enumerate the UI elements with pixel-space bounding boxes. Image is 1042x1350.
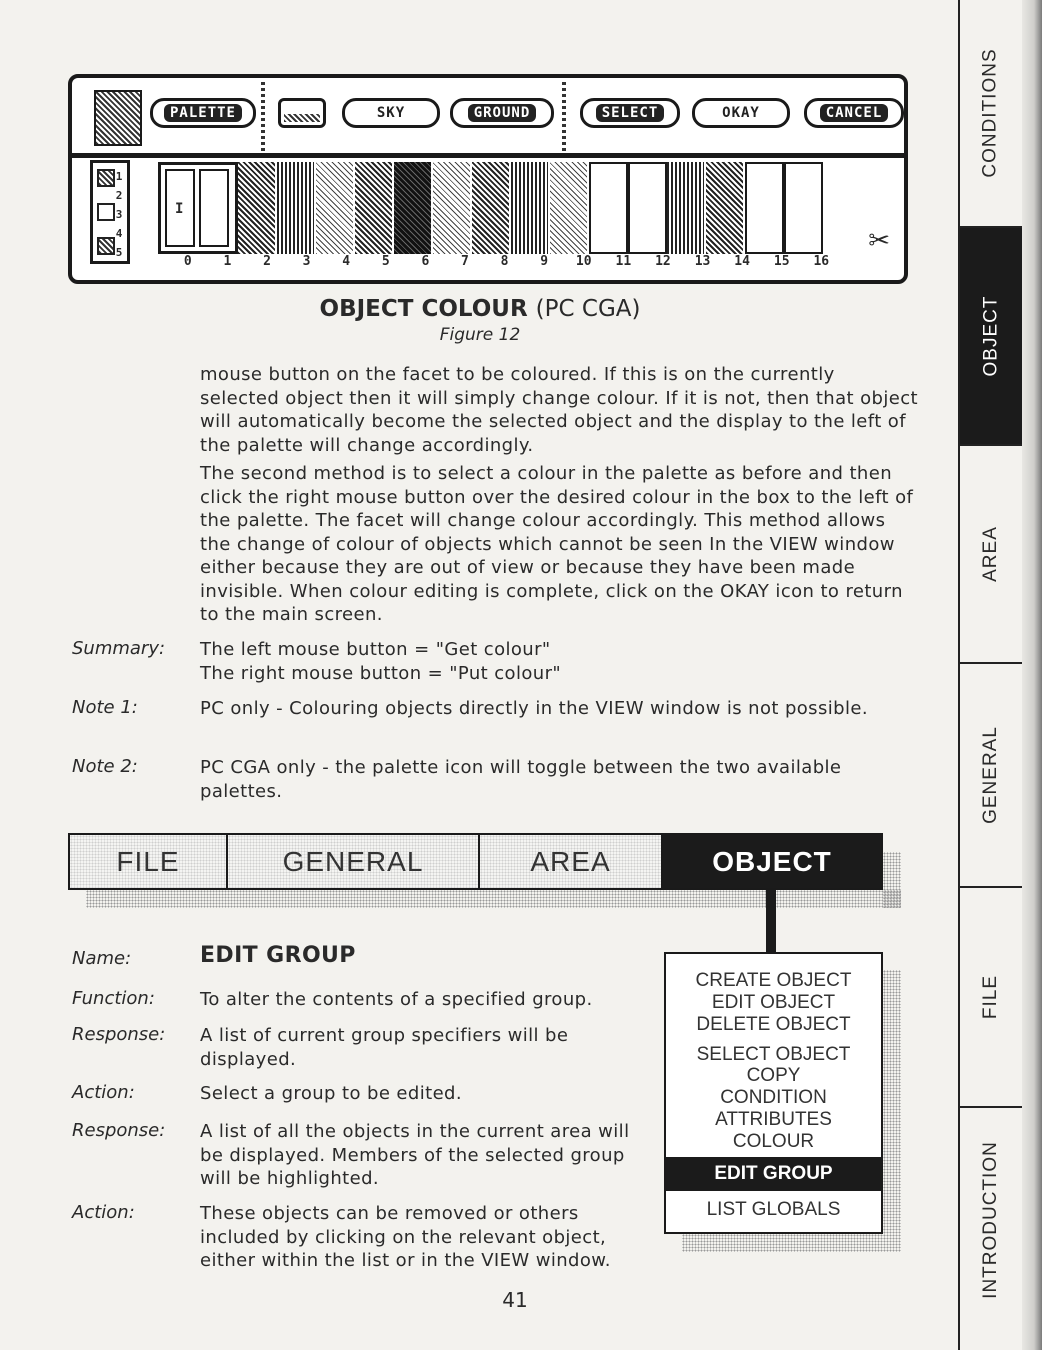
summary-line: The left mouse button = "Get colour" <box>200 639 551 660</box>
current-colour-swatch <box>94 90 142 146</box>
response-text: A list of all the objects in the current area will be displayed. Members of the selected group will be highlighted. <box>200 1121 630 1189</box>
dropdown-shadow <box>883 970 901 1252</box>
colour-number: 5 <box>381 254 390 269</box>
selected-colour-box[interactable] <box>158 162 238 254</box>
select-button[interactable] <box>580 98 680 128</box>
colour-cell-1[interactable] <box>199 169 229 247</box>
facet-number: 3 <box>115 208 123 221</box>
sky-button-label: SKY <box>376 105 406 121</box>
menu-item-attributes[interactable]: ATTRIBUTES <box>715 1109 832 1130</box>
scissors-icon[interactable]: ✂ <box>868 226 890 256</box>
menu-item-create-object[interactable]: CREATE OBJECT <box>695 970 852 991</box>
palette-colour[interactable] <box>667 162 706 254</box>
note-label: Note 2: <box>72 756 138 777</box>
figure-title-sub: (PC CGA) <box>535 296 641 322</box>
index-tab-label: AREA <box>980 526 1001 582</box>
palette-colour[interactable] <box>316 162 355 254</box>
figure-title-main: OBJECT COLOUR <box>319 296 528 322</box>
response-label: Response: <box>72 1120 166 1141</box>
colour-number: 9 <box>540 254 549 269</box>
dropdown-shadow <box>682 1234 901 1252</box>
action-label: Action: <box>72 1082 135 1103</box>
index-tab-label: OBJECT <box>980 295 1002 377</box>
colour-palette <box>238 162 823 254</box>
palette-screenshot <box>68 74 908 284</box>
colour-numbers <box>168 254 848 272</box>
palette-colour[interactable] <box>784 162 823 254</box>
colour-number: 15 <box>773 254 790 269</box>
colour-number: 11 <box>615 254 632 269</box>
entry-name: EDIT GROUP <box>200 943 356 968</box>
summary-label: Summary: <box>72 638 166 659</box>
index-tab-area[interactable] <box>960 444 1022 662</box>
palette-colour[interactable] <box>394 162 433 254</box>
colour-number: 14 <box>734 254 750 269</box>
facet-number: 2 <box>115 189 123 202</box>
menu-area[interactable]: AREA <box>480 835 663 888</box>
note-text: PC only - Colouring objects directly in the VIEW window is not possible. <box>200 698 868 719</box>
colour-number: 16 <box>813 254 830 269</box>
summary-text <box>200 638 918 685</box>
response-label: Response: <box>72 1024 166 1045</box>
index-tab-label: FILE <box>980 974 1001 1020</box>
tray-icon[interactable] <box>278 98 326 128</box>
menu-item-edit-group[interactable]: EDIT GROUP <box>666 1157 881 1191</box>
palette-colour[interactable] <box>589 162 628 254</box>
palette-colour[interactable] <box>550 162 589 254</box>
text-cursor-icon: I <box>175 201 184 217</box>
function-label: Function: <box>72 988 155 1009</box>
palette-colour[interactable] <box>745 162 784 254</box>
palette-colour[interactable] <box>277 162 316 254</box>
cancel-button-label: CANCEL <box>820 104 889 122</box>
colour-number: 6 <box>421 254 430 269</box>
palette-colour[interactable] <box>355 162 394 254</box>
okay-button-label: OKAY <box>722 105 760 121</box>
ground-button-label: GROUND <box>468 104 537 122</box>
menu-item-copy[interactable]: COPY <box>746 1065 801 1086</box>
ground-button[interactable] <box>450 98 554 128</box>
facet-colour-box[interactable] <box>90 160 130 264</box>
palette-colour[interactable] <box>511 162 550 254</box>
facet-number: 1 <box>115 170 123 183</box>
menu-file[interactable]: FILE <box>70 835 228 888</box>
colour-number: 7 <box>461 254 469 269</box>
summary-line: The right mouse button = "Put colour" <box>200 662 562 684</box>
index-tab-conditions[interactable] <box>960 0 1022 226</box>
menu-item-select-object[interactable]: SELECT OBJECT <box>696 1044 851 1065</box>
palette-colour[interactable] <box>433 162 472 254</box>
palette-button[interactable] <box>150 98 256 128</box>
note-label: Note 1: <box>72 697 138 718</box>
palette-colour[interactable] <box>472 162 511 254</box>
colour-number: 10 <box>575 254 592 269</box>
index-tab-label: CONDITIONS <box>980 48 1001 178</box>
menu-general[interactable]: GENERAL <box>228 835 480 888</box>
colour-number: 12 <box>655 254 671 269</box>
colour-number: 0 <box>183 254 192 269</box>
action-text: Select a group to be edited. <box>200 1083 462 1104</box>
paragraph: The second method is to select a colour in the palette as before and then click the right mouse button over the desired colour in the box to the left of the palette. The facet will change colour accordingly. This method allows the change of colour of objects which cannot be seen In the VIEW window either because they are out of view or because they have been made invisible. When colour editing is complete, click on the OKAY icon to return to the main screen. <box>200 463 914 625</box>
note-text: PC CGA only - the palette icon will toggle between the two available palettes. <box>200 757 842 802</box>
facet-numbers <box>113 167 125 262</box>
divider <box>72 153 904 158</box>
menu-item-list-globals[interactable]: LIST GLOBALS <box>706 1199 841 1220</box>
menu-item-delete-object[interactable]: DELETE OBJECT <box>696 1014 851 1035</box>
menu-item-colour[interactable]: COLOUR <box>732 1131 815 1152</box>
object-dropdown-menu <box>664 952 883 1234</box>
cancel-button[interactable] <box>804 98 904 128</box>
colour-number: 13 <box>694 254 711 269</box>
paragraph: mouse button on the facet to be coloured. If this is on the currently selected object then it will simply change colour. If it is not, then that object will automatically become the selected object and the display to the left of the palette will change accordingly. <box>200 364 918 456</box>
colour-number: 2 <box>263 254 271 269</box>
action-text: These objects can be removed or others included by clicking on the relevant object, either within the list or in the VIEW window. <box>200 1203 611 1271</box>
colour-number: 8 <box>500 254 509 269</box>
palette-button-label: PALETTE <box>164 104 242 122</box>
index-tab-file[interactable] <box>960 886 1022 1106</box>
page-number: 41 <box>502 1288 528 1312</box>
index-tab-introduction[interactable] <box>960 1106 1022 1332</box>
facet-number: 4 <box>115 227 123 240</box>
figure-caption: Figure 12 <box>439 325 521 345</box>
menu-item-edit-object[interactable]: EDIT OBJECT <box>711 992 836 1013</box>
action-label: Action: <box>72 1202 135 1223</box>
colour-number: 4 <box>342 254 351 269</box>
palette-colour[interactable] <box>238 162 277 254</box>
index-tab-general[interactable] <box>960 662 1022 886</box>
separator <box>261 82 265 154</box>
select-button-label: SELECT <box>596 104 665 122</box>
menu-bar <box>68 833 883 890</box>
name-label: Name: <box>72 948 132 969</box>
index-tab-object[interactable] <box>960 226 1022 444</box>
okay-button[interactable] <box>692 98 790 128</box>
figure-title <box>0 296 960 322</box>
menu-shadow <box>86 890 901 908</box>
palette-colour[interactable] <box>706 162 745 254</box>
function-text: To alter the contents of a specified group. <box>200 989 593 1010</box>
menu-object[interactable]: OBJECT <box>663 835 881 888</box>
palette-colour[interactable] <box>628 162 667 254</box>
menu-connector <box>766 890 776 952</box>
index-tab-label: GENERAL <box>980 726 1001 824</box>
menu-item-condition[interactable]: CONDITION <box>720 1087 827 1108</box>
page-edge <box>1022 0 1042 1350</box>
separator <box>562 82 566 154</box>
colour-number: 1 <box>223 254 232 269</box>
facet-number: 5 <box>115 246 123 259</box>
index-tab-label: INTRODUCTION <box>980 1141 1001 1299</box>
response-text: A list of current group specifiers will be displayed. <box>200 1025 569 1070</box>
sky-button[interactable] <box>342 98 440 128</box>
colour-number: 3 <box>302 254 311 269</box>
